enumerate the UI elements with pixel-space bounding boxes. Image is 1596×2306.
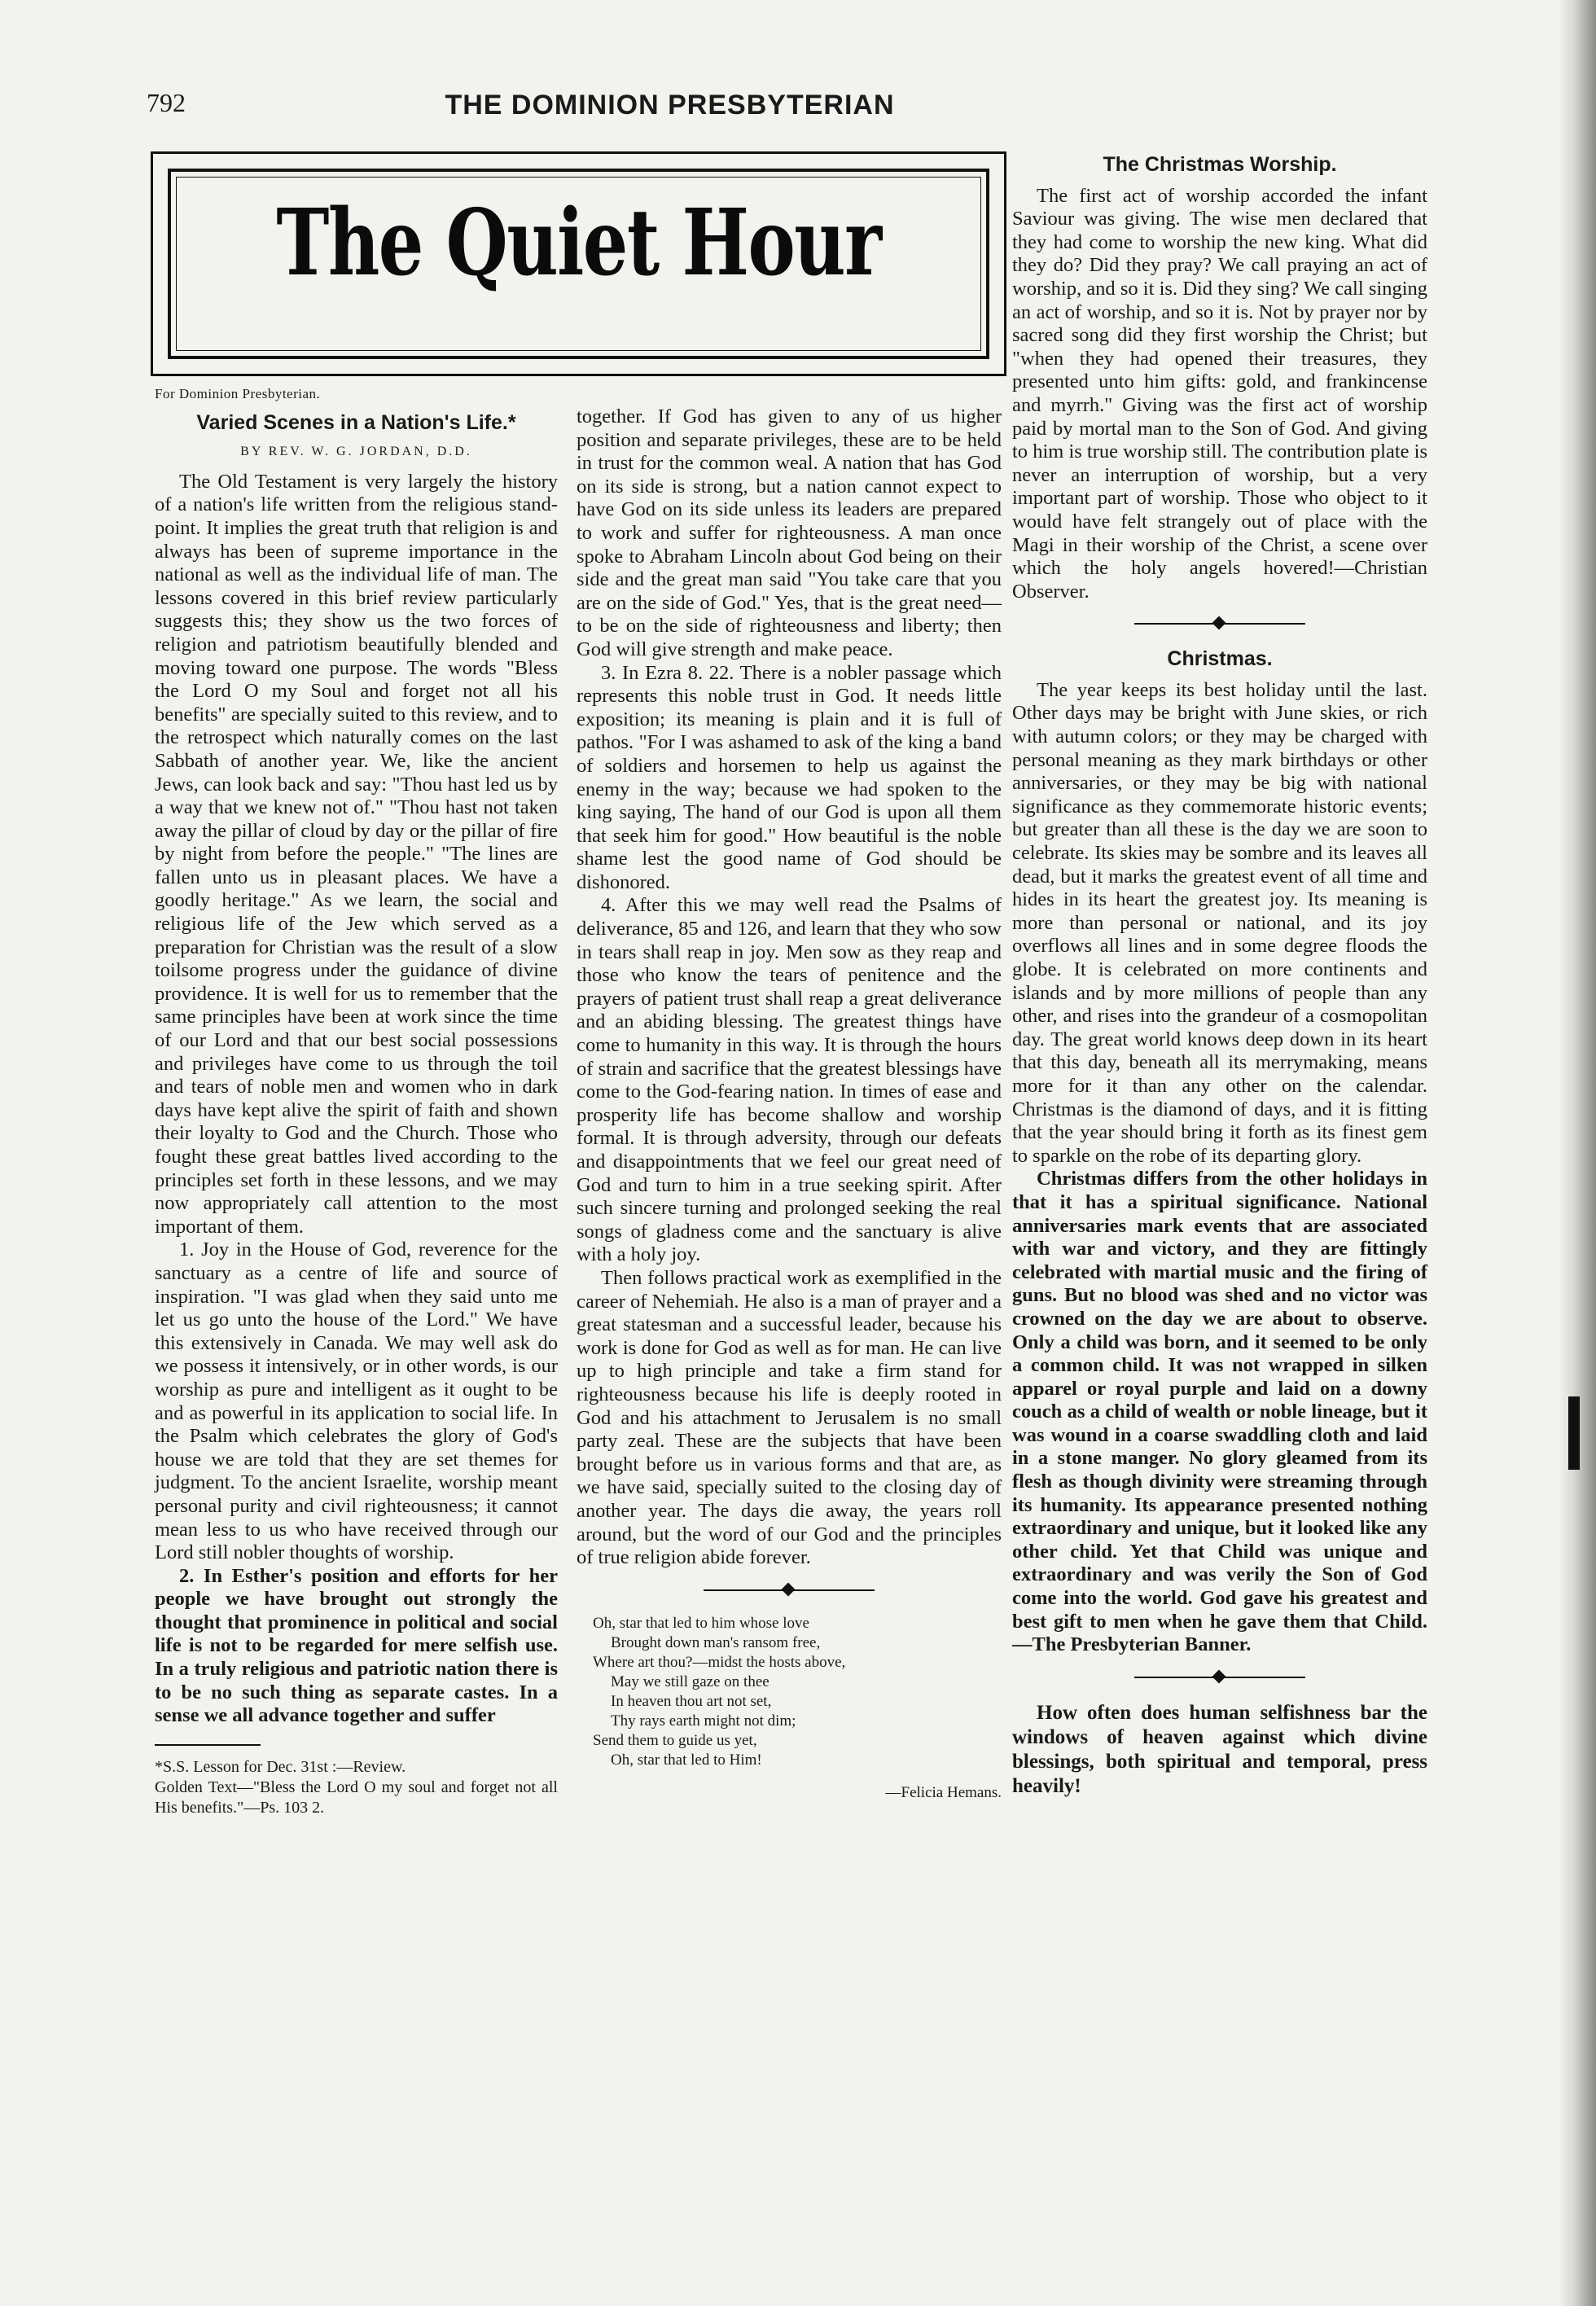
article-paragraph: 4. After this we may well read the Psalms of deliverance, 85 and 126, and learn that they who sow in tears shall reap in joy. Men sow as they reap and those who know the tears of penitence and the prayers of patient trust shall reap a great deliverance and an abiding blessing. The greatest things have come to humanity in this way. It is through the hours of strain and sacrifice that the greatest blessings have come to the God-fearing nation. In times of ease and prosperity life has become shallow and worship formal. It is through adversity, through our defeats and disappointments that we feel our great need of God and turn to him in a true seeking spirit. After such sincere turning and prolonged seeking the real songs of gladness come and the sanctuary is alive with a holy joy. <box>577 894 1002 1266</box>
poem-line: Oh, star that led to him whose love <box>593 1614 809 1632</box>
poem-line: In heaven thou art not set, <box>611 1692 772 1710</box>
article-title: Christmas. <box>1167 647 1273 671</box>
column-2 <box>577 406 1002 1804</box>
quiet-hour-banner <box>151 151 1006 376</box>
article-paragraph: Christmas differs from the other holidays in that it has a spiritual significance. National anniversaries mark events that are associated with war and victory, and they are fittingly celebrated with martial music and the firing of guns. But no blood was shed and no victor was crowned on the day we are about to observe. Only a child was born, and it seemed to be only a common child. It was not wrapped in silken apparel or royal purple and laid on a downy couch as a child of wealth or noble lineage, but it was wound in a coarse swaddling cloth and laid in a stone manger. No glory gleamed from its flesh as though divinity were streaming through its humanity. Its appearance presented nothing extraordinary and unique, but it looked like any other child. Yet that Child was unique and extraordinary and was verily the Son of God come into the world. God gave his greatest and best gift to men when he gave them that Child.—The Presbyterian Banner. <box>1012 1168 1427 1656</box>
footnote-line: Golden Text—"Bless the Lord O my soul and forget not all His benefits."—Ps. 103 2. <box>155 1778 558 1817</box>
footnote-rule <box>155 1744 261 1746</box>
article-paragraph: The Old Testament is very largely the history of a nation's life written from the religious stand-point. It implies the great truth that religion is and always has been of supreme importance in the national as well as the individual life of man. The lessons covered in this brief review particularly suggests this; they show us the two forces of religion and patriotism beautifully blended and moving toward one purpose. The words "Bless the Lord O my Soul and forget not all his benefits" are specially suited to this review, and to the retrospect which naturally comes on the last Sabbath of another year. We, like the ancient Jews, can look back and say: "Thou hast led us by a way that we knew not of." "Thou hast not taken away the pillar of cloud by day or the pillar of fire by night from before the people." "The lines are fallen unto us in pleasant places. We have a goodly heritage." As we learn, the social and religious life of the Jew which served as a preparation for Christian was the result of a slow toilsome progress under the guidance of divine providence. It is well for us to remember that the same principles have been at work since the time of our Lord and that our best social possessions and privileges have come to us through the toil and tears of noble men and women who in dark days have kept alive the spirit of faith and shown their loyalty to God and the Church. Those who fought these great battles lived according to the principles set forth in these lessons, and we may now appropriately call attention to the most important of them. <box>155 470 558 1238</box>
article-paragraph: 1. Joy in the House of God, reverence for the sanctuary as a centre of life and source of inspiration. "I was glad when they said unto me let us go unto the house of the Lord." We have this extensively in Canada. We may well ask do we possess it intensively, or in other words, is our worship as pure and intelligent as it ought to be and as powerful in its application to social life. In the Psalm which celebrates the glory of God's house we are told that they are set themes for judgment. To the ancient Israelite, worship meant personal purity and civil righteousness; it cannot mean less to us who have received through our Lord still nobler thoughts of worship. <box>155 1238 558 1564</box>
article-paragraph: The first act of worship accorded the infant Saviour was giving. The wise men declared that they had come to worship the new king. What did they do? Did they pray? We call praying an act of worship, and so it is. Did they sing? We call singing an act of worship, and so it is. Not by prayer nor by sacred song did they first worship the Christ; but "when they had opened their treasures, they presented unto him gifts: gold, and frankincense and myrrh." Giving was the first act of worship paid by mortal man to the Son of God. And giving to him is true worship still. The contribution plate is never an interruption of worship, but a very important part of worship. Those who object to it would have felt strangely out of place with the Magi in their worship of the Christ, a scene over which the holy angels hovered!—Christian Observer. <box>1012 184 1427 603</box>
journal-title: THE DOMINION PRESBYTERIAN <box>445 90 895 121</box>
article-byline: BY REV. W. G. JORDAN, D.D. <box>240 445 472 459</box>
footnote-line: *S.S. Lesson for Dec. 31st :—Review. <box>155 1757 406 1776</box>
poem-line: Brought down man's ransom free, <box>611 1633 821 1651</box>
page-edge <box>1559 0 1596 2306</box>
banner-title: The Quiet Hour <box>276 190 881 296</box>
poem-attribution: —Felicia Hemans. <box>885 1783 1002 1801</box>
article-paragraph: Then follows practical work as exemplified in the career of Nehemiah. He also is a man of prayer and a great statesman and a successful leader, because his work is done for God as well as for man. He can live up to high principle and take a firm stand for righteousness because his life is deeply rooted in God and his attachment to Jerusalem is no small party zeal. These are the subjects that have been brought before us in various forms and that are, as we have said, specially suited to the closing day of another year. The days die away, the years roll around, but the word of our God and the principles of true religion abide forever. <box>577 1266 1002 1569</box>
article-paragraph: 2. In Esther's position and efforts for her people we have brought out strongly the thought that prominence in political and social life is not to be regarded for mere selfish use. In a truly religious and patriotic nation there is to be no such thing as separate castes. In a sense we all advance together and suffer <box>155 1564 558 1727</box>
section-divider <box>704 1585 875 1596</box>
poem-line: Where art thou?—midst the hosts above, <box>593 1653 846 1671</box>
article-title: Varied Scenes in a Nation's Life.* <box>196 410 516 434</box>
section-divider <box>1134 1672 1305 1683</box>
column-1 <box>155 383 558 1818</box>
edge-mark <box>1568 1396 1580 1470</box>
column-3 <box>1012 153 1427 1799</box>
poem-line: May we still gaze on thee <box>611 1673 770 1690</box>
article-paragraph: 3. In Ezra 8. 22. There is a nobler passage which represents this noble trust in God. It needs little exposition; its meaning is plain and it is full of pathos. "For I was ashamed to ask of the king a band of soldiers and horsemen to help us against the enemy in the way; because we had spoken to the king saying, The hand of our God is upon all them that seek him for good." How beautiful is the noble shame lest the good name of God should be dishonored. <box>577 661 1002 893</box>
running-head <box>147 88 1006 137</box>
page-number: 792 <box>147 88 186 117</box>
poem-line: Thy rays earth might not dim; <box>611 1712 796 1730</box>
closing-paragraph: How often does human selfishness bar the windows of heaven against which divine blessings, both spiritual and temporal, press heavily! <box>1012 1701 1427 1797</box>
article-title: The Christmas Worship. <box>1103 153 1337 176</box>
article-paragraph: together. If God has given to any of us higher position and separate privileges, these are to be held in trust for the common weal. A nation that has God on its side is strong, but a nation cannot expect to have God on its side unless its leaders are prepared to work and suffer for righteousness. A man once spoke to Abraham Lincoln about God being on their side and the great man said "You take care that you are on the side of God." Yes, that is the great need—to be on the side of righteousness and liberty; then God will give strength and make peace. <box>577 406 1002 660</box>
section-divider <box>1134 618 1305 629</box>
poem <box>593 1614 1002 1770</box>
poem-line: Send them to guide us yet, <box>593 1731 757 1749</box>
article-paragraph: The year keeps its best holiday until the last. Other days may be bright with June skies, or rich with autumn colors; or they may be charged with personal meaning as they mark birthdays or other anniversaries, or they may be big with national significance as they commemorate historic events; but greater than all these is the day we are soon to celebrate. Its skies may be sombre and its leaves all dead, but it marks the greatest event of all time and hides in its heart the greatest joy. Its meaning is more than personal or national, and its joy overflows all lines and in some degree floods the globe. It is celebrated on more continents and islands and by more millions of people than any other, and rises into the grandeur of a cosmopolitan day. The great world knows deep down in its heart that this day, beneath all its merrymaking, means more for it than any other on the calendar. Christmas is the diamond of days, and it is fitting that the year should bring it forth as its finest gem to sparkle on the robe of its departing glory. <box>1012 678 1427 1167</box>
article-credit: For Dominion Presbyterian. <box>155 386 321 401</box>
poem-line: Oh, star that led to Him! <box>611 1751 762 1769</box>
